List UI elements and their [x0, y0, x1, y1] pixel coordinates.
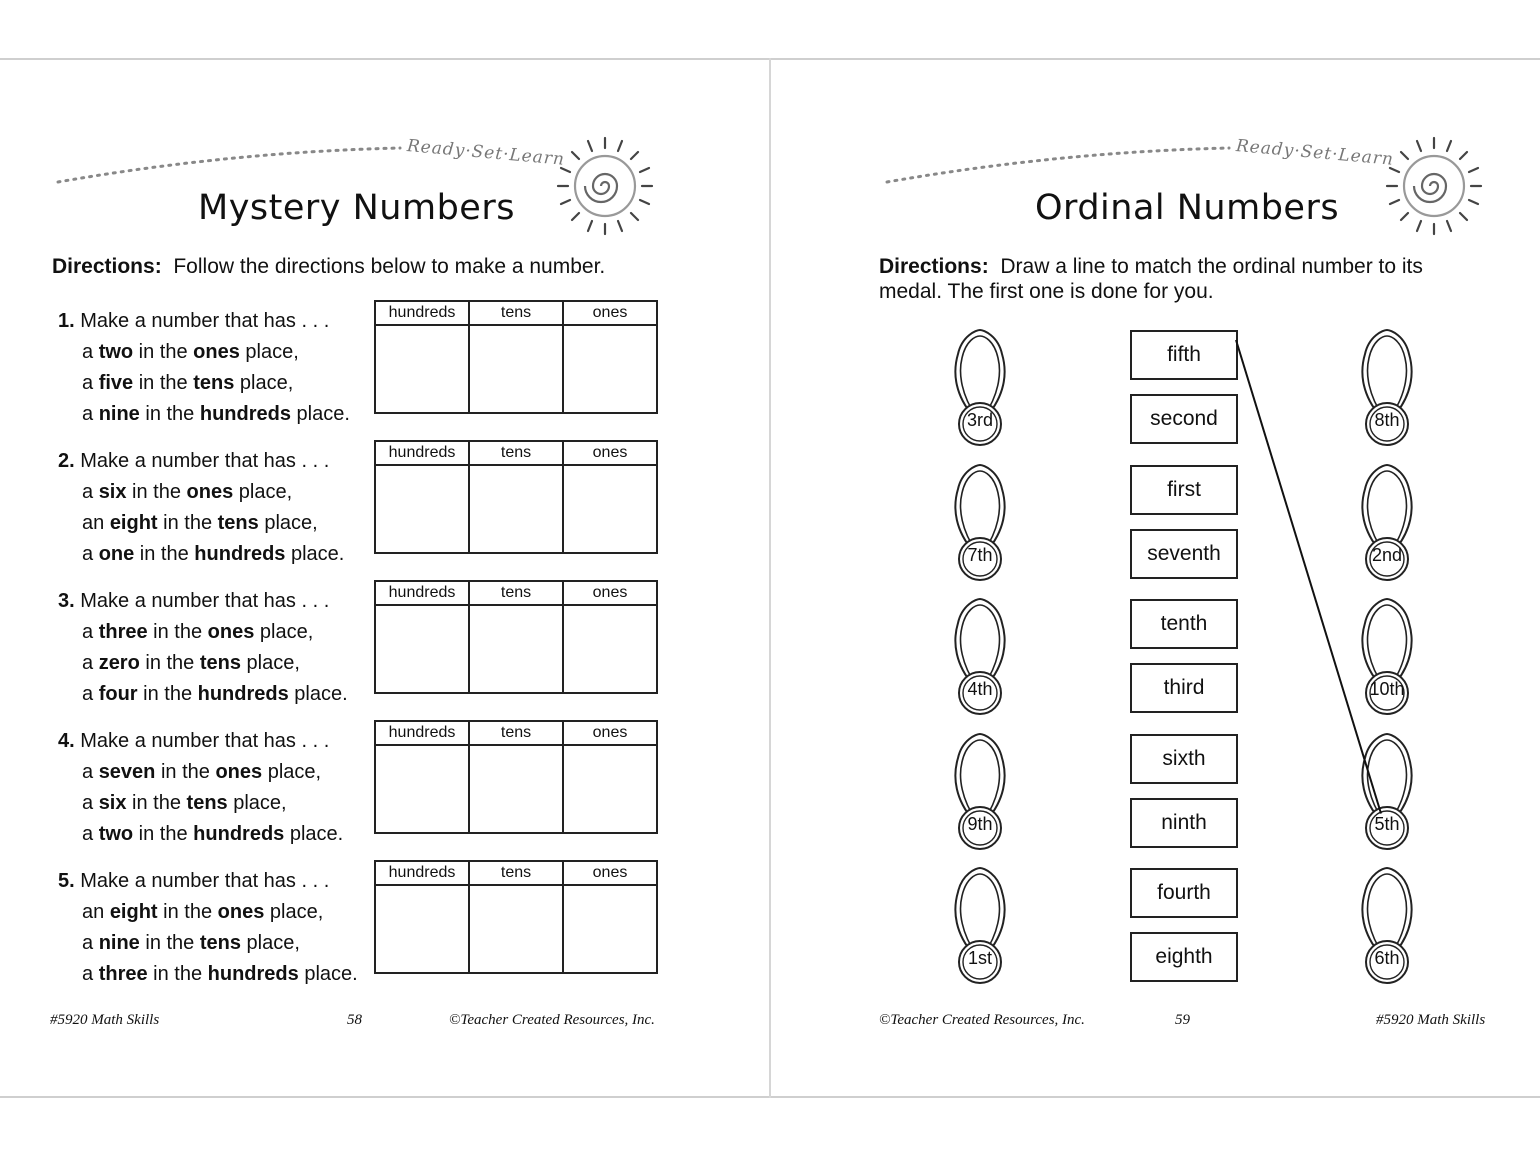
clue-suffix: place.: [284, 823, 344, 845]
ordinal-word-box[interactable]: fifth: [1130, 330, 1238, 380]
answer-box-tens[interactable]: [469, 745, 563, 833]
clue-place: hundreds: [207, 963, 299, 985]
column-header-tens: tens: [469, 721, 563, 745]
medal-label: 7th: [967, 544, 993, 565]
clue-connector: in the: [147, 963, 208, 985]
clue-suffix: place.: [285, 543, 345, 565]
problem-number: 1.: [58, 310, 75, 332]
medal-label: 4th: [967, 679, 993, 699]
clue-place: hundreds: [199, 403, 291, 425]
column-header-ones: ones: [563, 301, 657, 325]
clue-prefix: a: [82, 372, 99, 394]
clue-line: [82, 901, 323, 924]
clue-line: [82, 621, 313, 644]
clue-digit: three: [98, 621, 148, 643]
answer-box-hundreds[interactable]: [375, 885, 469, 973]
clue-connector: in the: [133, 341, 194, 363]
footer-book: #5920 Math Skills: [1376, 1012, 1486, 1028]
left-page: [0, 60, 769, 1096]
clue-prefix: a: [82, 621, 99, 643]
footer-copyright: ©Teacher Created Resources, Inc.: [879, 1012, 1085, 1028]
clue-digit: five: [98, 372, 134, 394]
column-header-hundreds: hundreds: [375, 441, 469, 465]
medal-label: 3rd: [966, 410, 993, 430]
clue-line: [82, 652, 300, 675]
footer-book: #5920 Math Skills: [50, 1012, 160, 1028]
clue-suffix: place,: [240, 932, 300, 954]
clue-connector: in the: [157, 901, 218, 923]
ordinal-word-box[interactable]: ninth: [1130, 798, 1238, 848]
clue-digit: eight: [109, 512, 158, 534]
clue-prefix: a: [82, 823, 99, 845]
clue-digit: four: [98, 683, 138, 705]
clue-line: [82, 372, 293, 395]
column-header-tens: tens: [469, 861, 563, 885]
medal-label: 6th: [1374, 948, 1400, 968]
clue-connector: in the: [147, 621, 208, 643]
medal-label: 10th: [1369, 679, 1405, 699]
clue-digit: three: [98, 963, 148, 985]
problem-intro-line: [58, 870, 329, 893]
answer-box-ones[interactable]: [563, 465, 657, 553]
clue-prefix: an: [82, 901, 110, 923]
clue-digit: eight: [109, 901, 158, 923]
clue-line: [82, 683, 348, 706]
clue-place: ones: [193, 341, 240, 363]
clue-suffix: place,: [254, 621, 314, 643]
medal-label: 5th: [1374, 813, 1400, 834]
place-value-table: [374, 300, 658, 414]
page-title: Ordinal Numbers: [1035, 188, 1340, 228]
clue-prefix: a: [82, 683, 99, 705]
answer-box-hundreds[interactable]: [375, 605, 469, 693]
ordinal-word-box[interactable]: eighth: [1130, 932, 1238, 982]
ordinal-word-box[interactable]: third: [1130, 663, 1238, 713]
clue-line: [82, 823, 343, 846]
answer-box-hundreds[interactable]: [375, 745, 469, 833]
clue-line: [82, 403, 350, 426]
column-header-hundreds: hundreds: [375, 721, 469, 745]
clue-prefix: a: [82, 481, 99, 503]
page-title: Mystery Numbers: [198, 188, 515, 228]
problem-intro: Make a number that has . . .: [80, 730, 330, 752]
answer-box-tens[interactable]: [469, 605, 563, 693]
answer-box-ones[interactable]: [563, 885, 657, 973]
clue-prefix: a: [82, 341, 99, 363]
clue-line: [82, 761, 321, 784]
medal-label: 8th: [1374, 410, 1400, 430]
clue-suffix: place,: [239, 341, 299, 363]
clue-connector: in the: [133, 823, 194, 845]
problem-intro-line: [58, 310, 329, 333]
clue-connector: in the: [126, 792, 187, 814]
clue-prefix: a: [82, 792, 99, 814]
clue-prefix: a: [82, 652, 99, 674]
clue-connector: in the: [139, 403, 200, 425]
ordinal-word-box[interactable]: first: [1130, 465, 1238, 515]
footer-copyright: ©Teacher Created Resources, Inc.: [449, 1012, 655, 1028]
clue-prefix: a: [82, 963, 99, 985]
clue-prefix: a: [82, 543, 99, 565]
directions-label: Directions:: [52, 255, 162, 278]
clue-suffix: place,: [264, 901, 324, 923]
problem-intro: Make a number that has . . .: [80, 870, 330, 892]
column-header-ones: ones: [563, 861, 657, 885]
answer-box-ones[interactable]: [563, 745, 657, 833]
column-header-hundreds: hundreds: [375, 581, 469, 605]
clue-digit: one: [98, 543, 135, 565]
problem-intro: Make a number that has . . .: [80, 310, 330, 332]
clue-place: ones: [186, 481, 234, 503]
answer-box-tens[interactable]: [469, 885, 563, 973]
problem-number: 5.: [58, 870, 75, 892]
directions-label: Directions:: [879, 255, 989, 278]
clue-place: tens: [217, 512, 259, 534]
answer-box-hundreds[interactable]: [375, 325, 469, 413]
clue-digit: two: [98, 341, 134, 363]
place-value-table: [374, 580, 658, 694]
clue-connector: in the: [133, 372, 194, 394]
answer-box-tens[interactable]: [469, 325, 563, 413]
problem-intro-line: [58, 450, 329, 473]
clue-place: tens: [199, 652, 241, 674]
clue-place: ones: [217, 901, 265, 923]
problem-intro: Make a number that has . . .: [80, 450, 330, 472]
clue-suffix: place,: [240, 652, 300, 674]
clue-place: hundreds: [197, 683, 289, 705]
clue-suffix: place.: [298, 963, 358, 985]
clue-place: ones: [207, 621, 255, 643]
clue-suffix: place,: [233, 481, 293, 503]
column-header-hundreds: hundreds: [375, 861, 469, 885]
clue-connector: in the: [157, 512, 218, 534]
ordinal-word-box[interactable]: second: [1130, 394, 1238, 444]
sun-icon: [550, 130, 660, 240]
clue-line: [82, 963, 358, 986]
medal-label: 1st: [967, 948, 992, 968]
clue-line: [82, 792, 287, 815]
clue-suffix: place,: [262, 761, 322, 783]
clue-connector: in the: [134, 543, 195, 565]
clue-place: tens: [199, 932, 241, 954]
problem-intro-line: [58, 590, 329, 613]
clue-place: ones: [215, 761, 263, 783]
answer-box-tens[interactable]: [469, 465, 563, 553]
clue-prefix: a: [82, 403, 99, 425]
clue-line: [82, 481, 292, 504]
clue-line: [82, 512, 318, 535]
clue-suffix: place.: [290, 403, 350, 425]
clue-place: tens: [193, 372, 235, 394]
column-header-ones: ones: [563, 581, 657, 605]
clue-connector: in the: [155, 761, 216, 783]
clue-suffix: place,: [234, 372, 294, 394]
problem-number: 4.: [58, 730, 75, 752]
clue-digit: six: [98, 481, 127, 503]
clue-connector: in the: [139, 652, 200, 674]
ordinal-word-box[interactable]: seventh: [1130, 529, 1238, 579]
ordinal-word-box[interactable]: fourth: [1130, 868, 1238, 918]
problem-number: 2.: [58, 450, 75, 472]
clue-connector: in the: [139, 932, 200, 954]
clue-digit: six: [98, 792, 127, 814]
clue-suffix: place,: [258, 512, 318, 534]
place-value-table: [374, 860, 658, 974]
clue-digit: nine: [98, 932, 140, 954]
problem-number: 3.: [58, 590, 75, 612]
clue-suffix: place,: [227, 792, 287, 814]
clue-digit: zero: [98, 652, 140, 674]
example-match-line: [771, 60, 1540, 1096]
problem-intro: Make a number that has . . .: [80, 590, 330, 612]
answer-box-ones[interactable]: [563, 325, 657, 413]
clue-digit: seven: [98, 761, 156, 783]
column-header-ones: ones: [563, 721, 657, 745]
place-value-table: [374, 440, 658, 554]
clue-line: [82, 932, 300, 955]
directions-text: Follow the directions below to make a number.: [173, 255, 606, 278]
brand-logo-text: Ready·Set·Learn: [1235, 136, 1395, 170]
column-header-ones: ones: [563, 441, 657, 465]
clue-place: tens: [186, 792, 228, 814]
clue-connector: in the: [137, 683, 198, 705]
clue-prefix: a: [82, 932, 99, 954]
clue-connector: in the: [126, 481, 187, 503]
column-header-tens: tens: [469, 301, 563, 325]
footer-page-number: 59: [1175, 1012, 1190, 1028]
clue-place: hundreds: [193, 823, 285, 845]
clue-line: [82, 341, 299, 364]
clue-digit: nine: [98, 403, 140, 425]
clue-prefix: a: [82, 761, 99, 783]
clue-prefix: an: [82, 512, 110, 534]
directions-text: Draw a line to match the ordinal number to its medal. The first one is done for you.: [879, 255, 1423, 303]
problem-intro-line: [58, 730, 329, 753]
right-page: [771, 60, 1540, 1096]
column-header-tens: tens: [469, 581, 563, 605]
column-header-tens: tens: [469, 441, 563, 465]
ordinal-word-box[interactable]: tenth: [1130, 599, 1238, 649]
clue-digit: two: [98, 823, 134, 845]
clue-place: hundreds: [194, 543, 286, 565]
directions: [52, 254, 742, 279]
medal-label: 2nd: [1371, 544, 1403, 565]
brand-logo-text: Ready·Set·Learn: [406, 136, 566, 170]
medal-label: 9th: [967, 813, 993, 834]
column-header-hundreds: hundreds: [375, 301, 469, 325]
clue-line: [82, 543, 344, 566]
place-value-table: [374, 720, 658, 834]
footer-page-number: 58: [347, 1012, 362, 1028]
ordinal-word-box[interactable]: sixth: [1130, 734, 1238, 784]
answer-box-ones[interactable]: [563, 605, 657, 693]
clue-suffix: place.: [288, 683, 348, 705]
answer-box-hundreds[interactable]: [375, 465, 469, 553]
